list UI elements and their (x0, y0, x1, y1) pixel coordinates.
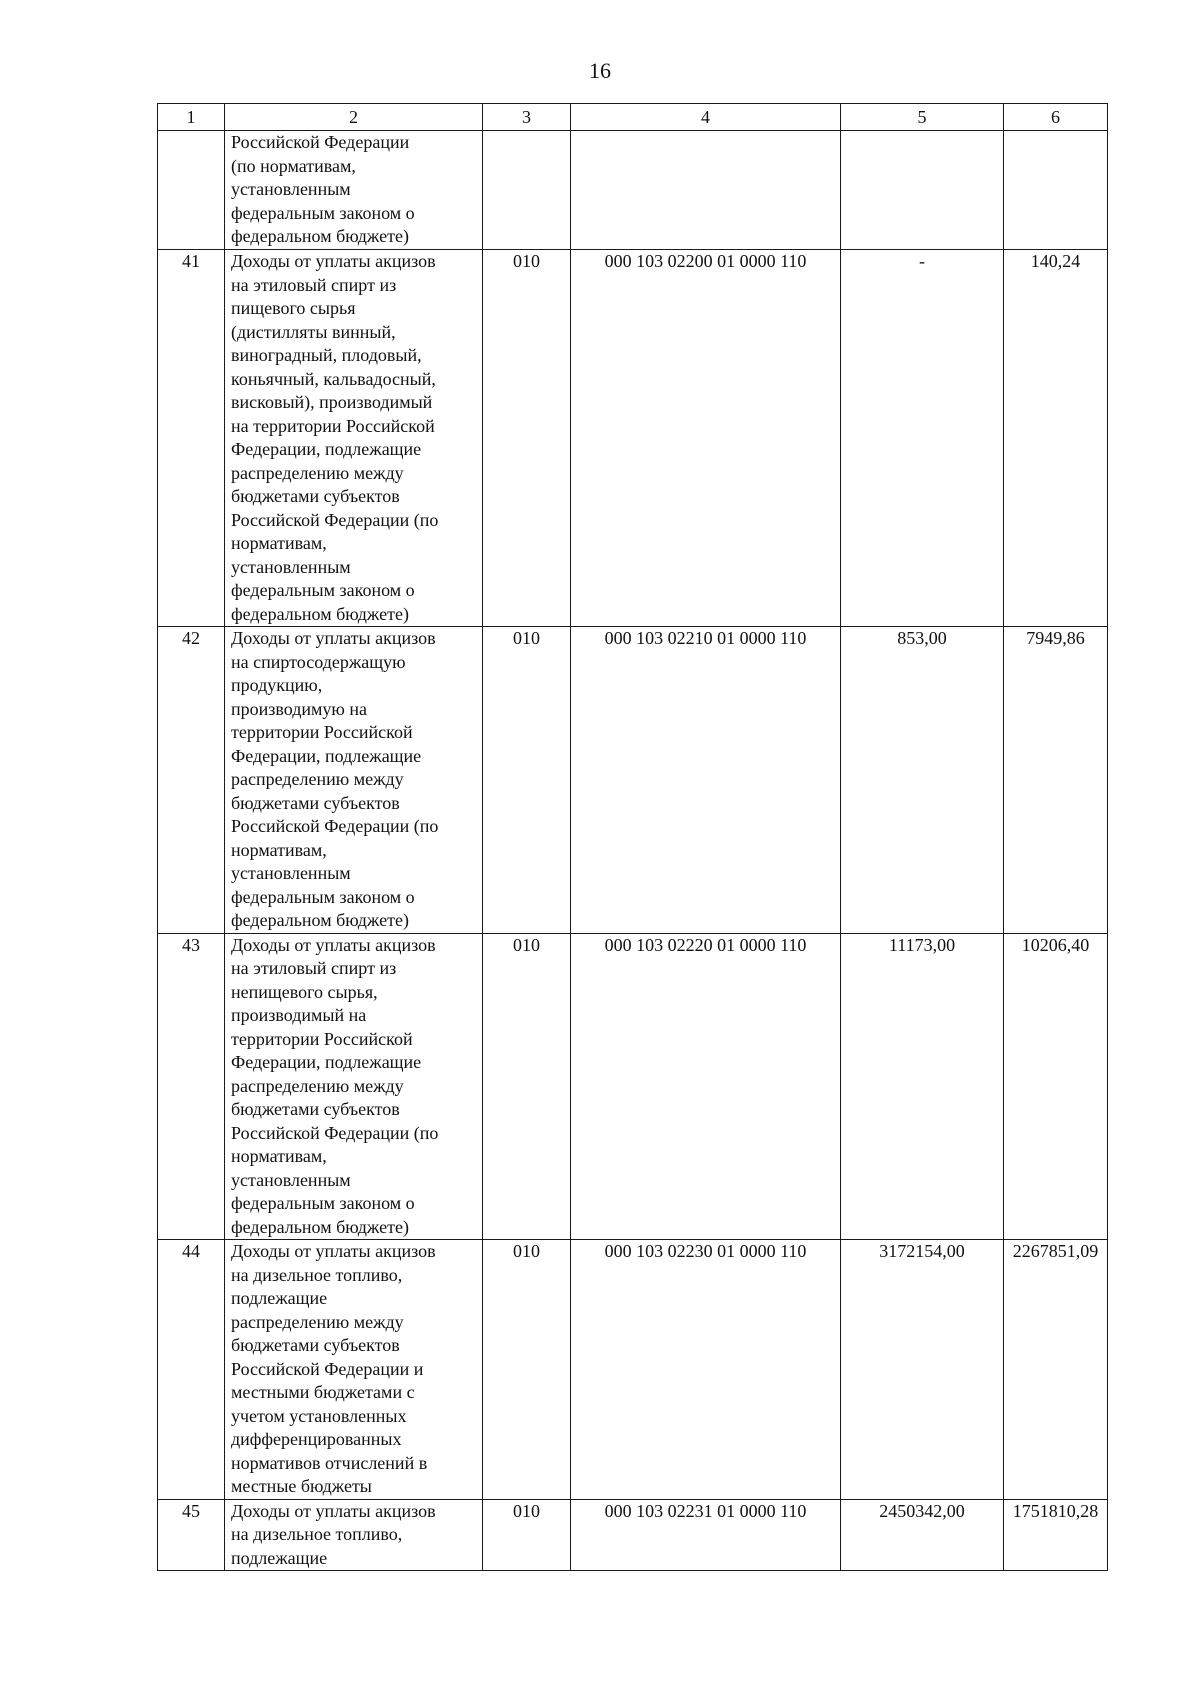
column-header: 2 (225, 104, 483, 131)
row-name: Доходы от уплаты акцизов на дизельное топливо, подлежащие распределению между бюджетами субъектов Российской Федерации и местными бюджетами с учетом установленных дифференцированных нормативов отчислений в местные бюджеты (231, 1241, 436, 1496)
row-number-cell: 44 (158, 1240, 225, 1500)
row-kbk-cell (571, 131, 841, 250)
column-header: 5 (841, 104, 1004, 131)
row-name: Доходы от уплаты акцизов на спиртосодержащую продукцию, производимую на территории Российской Федерации, подлежащие распределению между бюджетами субъектов Российской Федерации (по нормативам, установленным федеральным законом о федеральном бюджете) (231, 628, 439, 930)
column-header: 1 (158, 104, 225, 131)
column-header: 3 (483, 104, 571, 131)
row-code-cell: 010 (483, 933, 571, 1240)
row-kbk-cell: 000 103 02200 01 0000 110 (571, 250, 841, 627)
row-name: Доходы от уплаты акцизов на этиловый спирт из непищевого сырья, производимый на территории Российской Федерации, подлежащие распределению между бюджетами субъектов Российской Федерации (по нормативам, установленным федеральным законом о федеральном бюджете) (231, 934, 439, 1237)
row-kbk-cell: 000 103 02220 01 0000 110 (571, 933, 841, 1240)
table-row (158, 933, 1108, 1240)
row-value-col5: 853,00 (841, 627, 1004, 934)
row-number-cell (158, 131, 225, 250)
row-code-cell: 010 (483, 250, 571, 627)
row-kbk-cell: 000 103 02210 01 0000 110 (571, 627, 841, 934)
table-row (158, 250, 1108, 627)
table-row (158, 1240, 1108, 1500)
row-number-cell: 45 (158, 1499, 225, 1571)
row-value-col5: 11173,00 (841, 933, 1004, 1240)
row-value-col5: - (841, 250, 1004, 627)
row-value-col6: 140,24 (1004, 250, 1108, 627)
table-row (158, 627, 1108, 934)
row-value-col5: 3172154,00 (841, 1240, 1004, 1500)
row-number-cell: 42 (158, 627, 225, 934)
row-value-col5: 2450342,00 (841, 1499, 1004, 1571)
row-name: Доходы от уплаты акцизов на этиловый спирт из пищевого сырья (дистилляты винный, виноградный, плодовый, коньячный, кальвадосный, висковый), производимый на территории Российской Федерации, подлежащие распределению между бюджетами субъектов Российской Федерации (по нормативам, установленным федеральным законом о федеральном бюджете) (231, 251, 439, 624)
row-name: Доходы от уплаты акцизов на дизельное топливо, подлежащие (231, 1500, 436, 1568)
revenue-table (157, 103, 1108, 1571)
row-value-col6: 2267851,09 (1004, 1240, 1108, 1500)
row-kbk-cell: 000 103 02231 01 0000 110 (571, 1499, 841, 1571)
row-value-col6: 7949,86 (1004, 627, 1108, 934)
page-number: 16 (589, 58, 611, 83)
row-name-cell (225, 933, 483, 1240)
row-value-col5 (841, 131, 1004, 250)
row-code-cell: 010 (483, 627, 571, 934)
column-header: 6 (1004, 104, 1108, 131)
table-row (158, 131, 1108, 250)
row-number-cell: 43 (158, 933, 225, 1240)
row-name-cell (225, 131, 483, 250)
row-name-cell (225, 1240, 483, 1500)
row-name-cell (225, 250, 483, 627)
row-name-cell (225, 627, 483, 934)
column-header: 4 (571, 104, 841, 131)
row-value-col6 (1004, 131, 1108, 250)
row-code-cell: 010 (483, 1240, 571, 1500)
row-code-cell: 010 (483, 1499, 571, 1571)
row-code-cell (483, 131, 571, 250)
row-name-cell (225, 1499, 483, 1571)
table-header-row (158, 104, 1108, 131)
row-name: Российской Федерации (по нормативам, установленным федеральным законом о федеральном бюджете) (231, 132, 415, 246)
table-row (158, 1499, 1108, 1571)
row-kbk-cell: 000 103 02230 01 0000 110 (571, 1240, 841, 1500)
row-value-col6: 10206,40 (1004, 933, 1108, 1240)
row-number-cell: 41 (158, 250, 225, 627)
row-value-col6: 1751810,28 (1004, 1499, 1108, 1571)
